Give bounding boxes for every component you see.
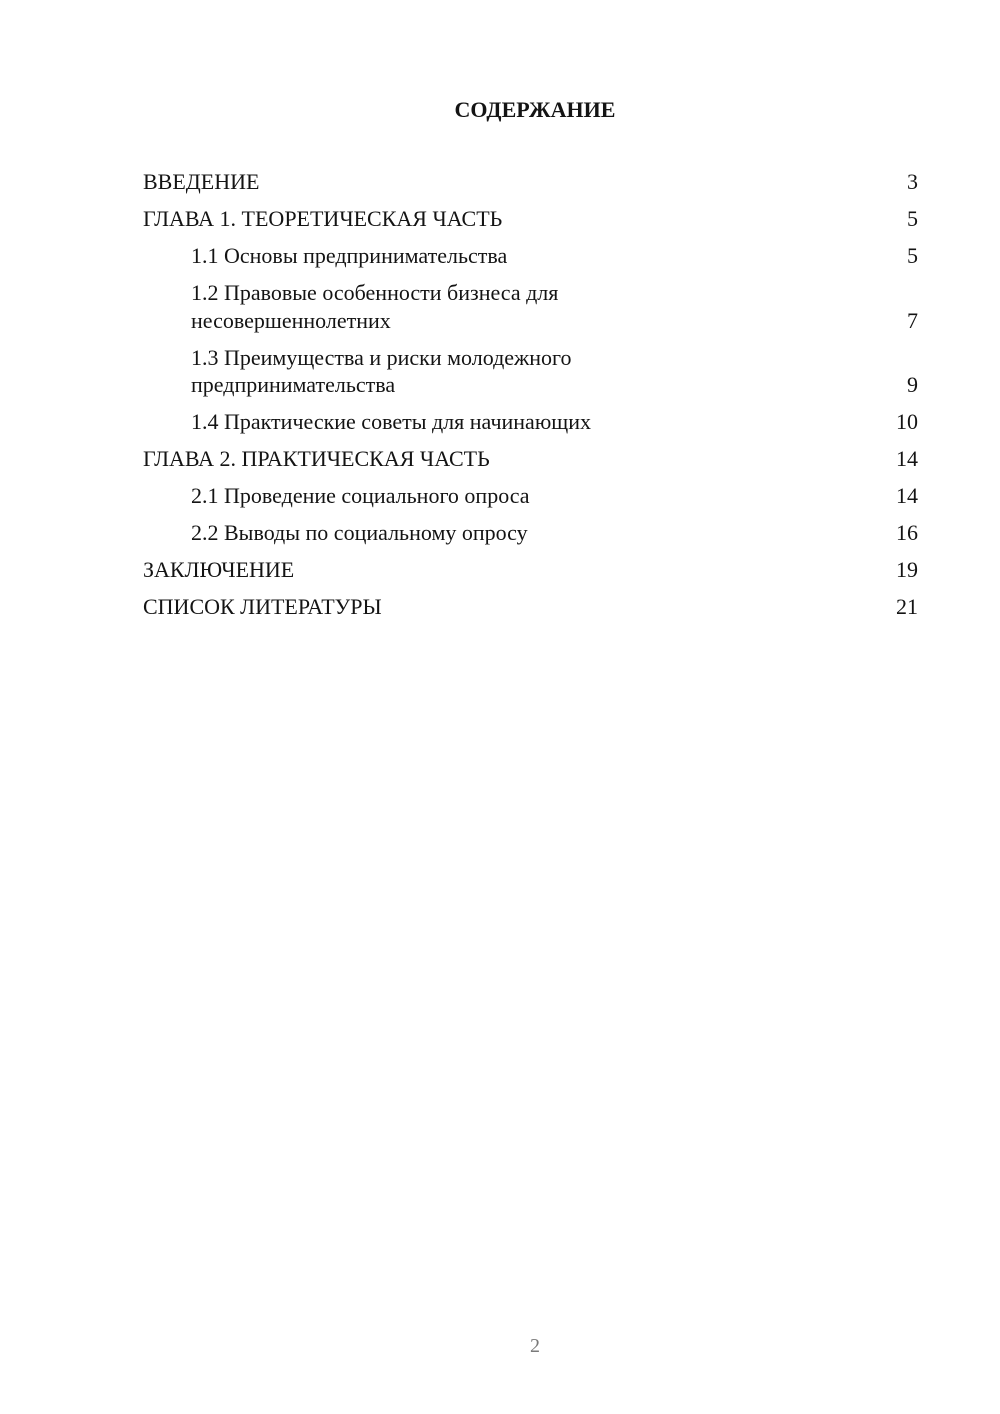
toc-entry-chapter-1 xyxy=(143,205,918,242)
toc-entry-introduction xyxy=(143,168,918,205)
toc-list xyxy=(143,168,918,630)
toc-entry-page: 5 xyxy=(907,243,918,268)
toc-entry-page: 14 xyxy=(896,446,918,471)
toc-entry-label: 1.4 Практические советы для начинающих xyxy=(191,409,591,434)
toc-entry-page: 14 xyxy=(896,483,918,508)
toc-entry-page: 10 xyxy=(896,409,918,434)
toc-entry-references xyxy=(143,593,918,630)
toc-entry-label: СПИСОК ЛИТЕРАТУРЫ xyxy=(143,594,382,619)
toc-entry-page: 21 xyxy=(896,594,918,619)
toc-entry-section-2-1 xyxy=(143,482,918,519)
toc-entry-label: 1.1 Основы предпринимательства xyxy=(191,243,508,268)
toc-entry-conclusion xyxy=(143,556,918,593)
toc-entry-page: 3 xyxy=(907,169,918,194)
toc-entry-label: 2.1 Проведение социального опроса xyxy=(191,483,530,508)
toc-entry-page: 16 xyxy=(896,520,918,545)
toc-entry-label: ВВЕДЕНИЕ xyxy=(143,169,260,194)
toc-entry-section-2-2 xyxy=(143,519,918,556)
page-number: 2 xyxy=(530,1335,540,1357)
toc-entry-page: 5 xyxy=(907,206,918,231)
toc-entry-label: 1.2 Правовые особенности бизнеса для несовершеннолетних xyxy=(191,280,559,333)
toc-entry-page: 19 xyxy=(896,557,918,582)
toc-entry-label: ЗАКЛЮЧЕНИЕ xyxy=(143,557,295,582)
toc-title: СОДЕРЖАНИЕ xyxy=(454,97,616,122)
toc-entry-page: 9 xyxy=(907,372,918,397)
toc-entry-page: 7 xyxy=(907,307,918,333)
toc-entry-section-1-2 xyxy=(143,279,918,344)
toc-entry-label: ГЛАВА 1. ТЕОРЕТИЧЕСКАЯ ЧАСТЬ xyxy=(143,206,503,231)
toc-entry-section-1-4 xyxy=(143,408,918,445)
toc-entry-chapter-2 xyxy=(143,445,918,482)
toc-entry-label: ГЛАВА 2. ПРАКТИЧЕСКАЯ ЧАСТЬ xyxy=(143,446,490,471)
toc-entry-section-1-1 xyxy=(143,242,918,279)
toc-entry-label: 1.3 Преимущества и риски молодежного предпринимательства xyxy=(191,344,572,397)
toc-entry-section-1-3 xyxy=(143,344,918,409)
toc-entry-label: 2.2 Выводы по социальному опросу xyxy=(191,520,528,545)
